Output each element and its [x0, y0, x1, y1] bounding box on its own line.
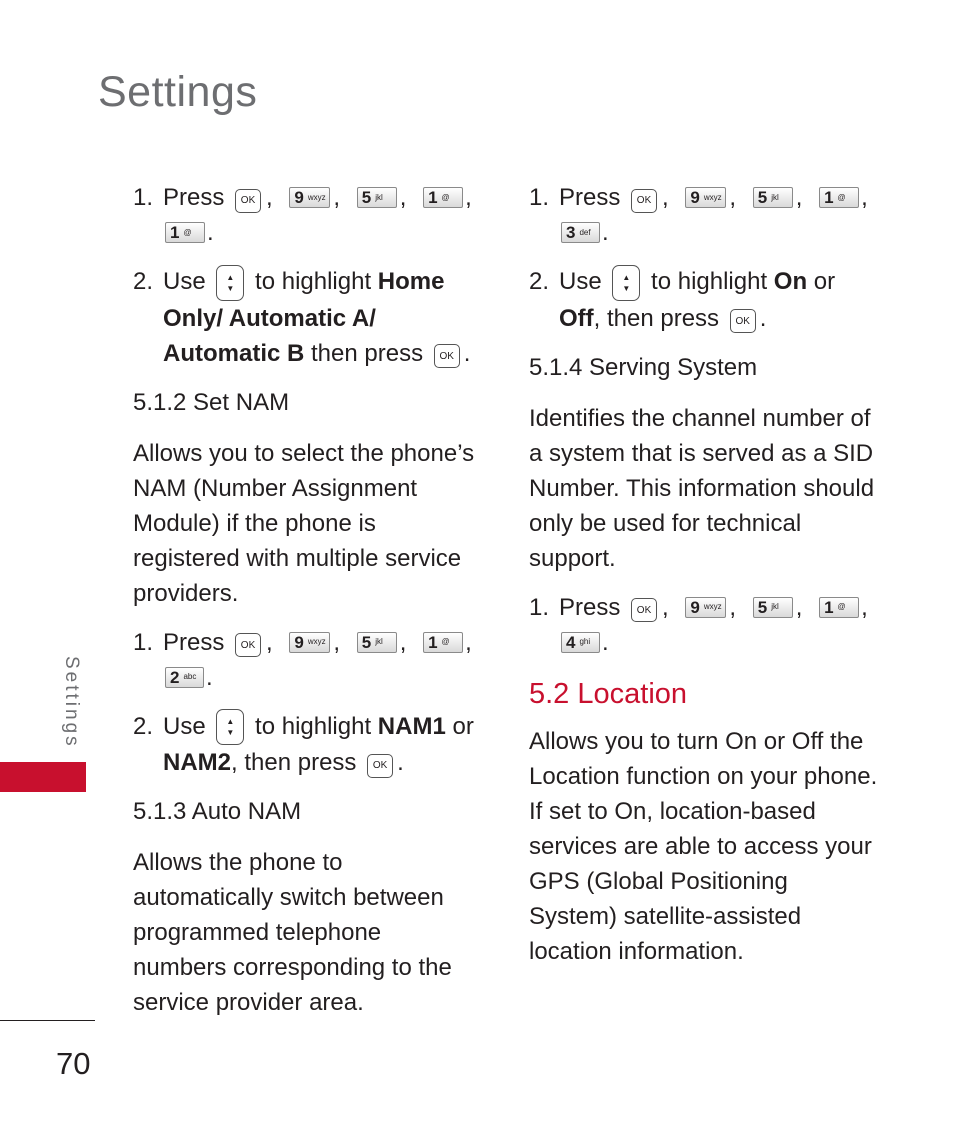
- right-column: [529, 180, 879, 983]
- heading-location: 5.2 Location: [529, 677, 688, 710]
- key-9-icon: 9 wxyz: [289, 187, 330, 208]
- ok-key-icon: OK: [631, 189, 657, 213]
- step-number: 2.: [133, 712, 154, 740]
- ok-key-icon: OK: [434, 344, 460, 368]
- key-9-icon: 9 wxyz: [685, 187, 726, 208]
- highlight-text: to highlight: [255, 268, 372, 295]
- option-nam1: NAM1: [377, 712, 446, 740]
- key-5-icon: 5 jkl: [357, 632, 397, 653]
- step-number: 2.: [529, 268, 550, 295]
- key-3-icon: 3 def: [561, 222, 600, 243]
- step-auto-nam-path: 1. Press OK , 9 wxyz , 5 jkl , 1 @ , 2 abc .: [133, 625, 478, 695]
- step-number: 2.: [133, 268, 154, 295]
- description-auto-nam: Allows the phone to automatically switch between programmed telephone numbers corresponding to the service provider area.: [133, 849, 452, 1017]
- step-number: 1.: [529, 184, 550, 211]
- heading-serving-system: 5.1.4 Serving System: [529, 353, 758, 381]
- ok-key-icon: OK: [730, 309, 756, 333]
- press-label: Press: [163, 184, 225, 211]
- navigation-key-icon: ▲ ▼: [216, 709, 244, 745]
- step-highlight-nam: 2. Use ▲ ▼ to highlight NAM1 or NAM2, then press OK .: [133, 709, 478, 781]
- page-number: 70: [56, 1046, 91, 1081]
- key-1-icon: 1 @: [423, 187, 463, 208]
- left-column: [133, 180, 478, 1034]
- option-home: Home: [377, 268, 445, 295]
- step-highlight-mode: 2. Use ▲ ▼ to highlight Home Only/ Automatic A/ Automatic B then press OK .: [133, 264, 478, 371]
- step-number: 1.: [133, 184, 154, 211]
- key-1-icon: 1 @: [165, 222, 205, 243]
- option-automatic-a: Only/ Automatic A/: [163, 304, 376, 332]
- or-text: or: [452, 712, 474, 740]
- description-serving-system: Identifies the channel number of a system that is served as a SID Number. This information should only be used for technical support.: [529, 404, 875, 572]
- side-tab-label: Settings: [61, 656, 82, 749]
- then-press-text: , then press: [593, 304, 720, 332]
- key-1-icon: 1 @: [819, 187, 859, 208]
- key-5-icon: 5 jkl: [753, 597, 793, 618]
- use-label: Use: [163, 268, 206, 295]
- heading-auto-nam: 5.1.3 Auto NAM: [133, 798, 302, 826]
- key-9-icon: 9 wxyz: [289, 632, 330, 653]
- step-serving-path: 1. Press OK , 9 wxyz , 5 jkl , 1 @ , 4 ghi .: [529, 590, 879, 660]
- key-9-icon: 9 wxyz: [685, 597, 726, 618]
- then-press-text: then press: [311, 339, 424, 367]
- step-number: 1.: [529, 593, 550, 621]
- side-tab-marker: [0, 762, 86, 792]
- footer-divider: [0, 1020, 95, 1021]
- key-1-icon: 1 @: [423, 632, 463, 653]
- step-number: 1.: [133, 628, 154, 656]
- ok-key-icon: OK: [235, 633, 261, 657]
- description-set-nam: Allows you to select the phone’s NAM (Number Assignment Module) if the phone is registered with multiple service providers.: [133, 439, 475, 607]
- use-label: Use: [163, 712, 206, 740]
- option-automatic-b: Automatic B: [163, 339, 305, 367]
- key-2-icon: 2 abc: [165, 667, 204, 688]
- ok-key-icon: OK: [367, 754, 393, 778]
- step-auto-a-path: 1. Press OK , 9 wxyz , 5 jkl , 1 @ , 3 def .: [529, 180, 879, 250]
- heading-set-nam: 5.1.2 Set NAM: [133, 388, 290, 416]
- key-4-icon: 4 ghi: [561, 632, 600, 653]
- ok-key-icon: OK: [631, 598, 657, 622]
- description-location: Allows you to turn On or Off the Location function on your phone. If set to On, location-based services are able to access your GPS (Global Positioning System) satellite-assisted location information.: [529, 727, 878, 965]
- navigation-key-icon: ▲ ▼: [216, 265, 244, 301]
- page-title: Settings: [98, 68, 258, 116]
- key-5-icon: 5 jkl: [357, 187, 397, 208]
- then-press-text: , then press: [231, 749, 357, 777]
- option-on: On: [773, 268, 808, 295]
- use-label: Use: [559, 268, 602, 295]
- step-set-nam-path: 1. Press OK , 9 wxyz , 5 jkl , 1 @ , 1 @ .: [133, 180, 478, 250]
- highlight-text: to highlight: [255, 712, 372, 740]
- highlight-text: to highlight: [651, 268, 768, 295]
- option-off: Off: [559, 304, 594, 332]
- ok-key-icon: OK: [235, 189, 261, 213]
- navigation-key-icon: ▲ ▼: [612, 265, 640, 301]
- press-label: Press: [163, 628, 225, 656]
- press-label: Press: [559, 593, 621, 621]
- press-label: Press: [559, 184, 621, 211]
- or-text: or: [813, 268, 836, 295]
- key-5-icon: 5 jkl: [753, 187, 793, 208]
- option-nam2: NAM2: [163, 749, 232, 777]
- key-1-icon: 1 @: [819, 597, 859, 618]
- step-highlight-on-off: 2. Use ▲ ▼ to highlight On or Off, then press OK .: [529, 264, 879, 336]
